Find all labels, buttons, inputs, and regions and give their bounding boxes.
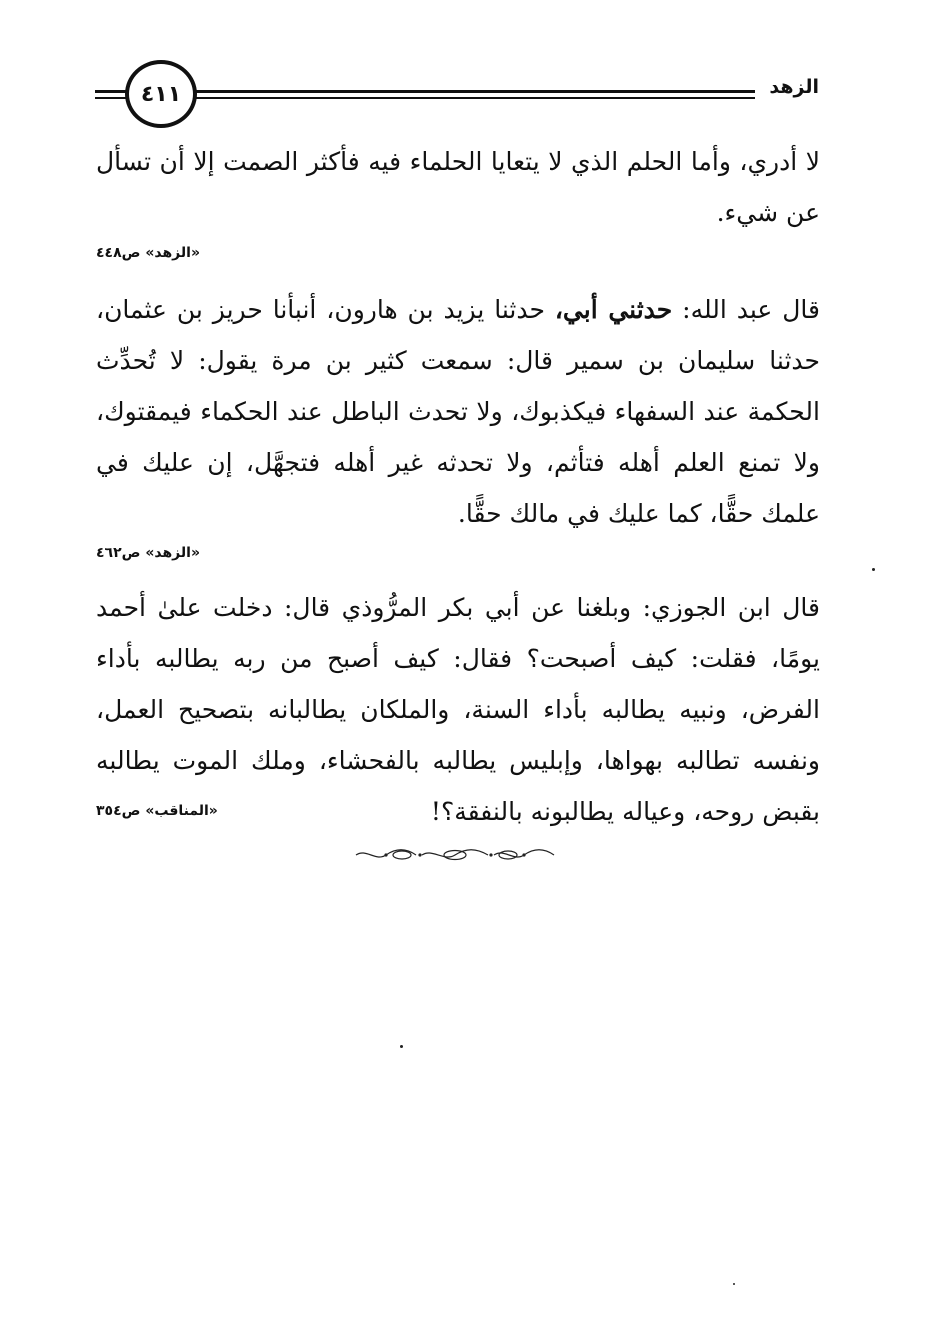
source-row-1 [96,245,820,261]
header-rule [95,90,823,93]
text-block-1 [96,136,820,238]
paragraph: لا أدري، وأما الحلم الذي لا يتعايا الحلماء فيه فأكثر الصمت إلا أن تسأل عن شيء. [96,147,820,227]
paragraph-bold-phrase: حدثني أبي، [554,295,673,324]
page-number-badge [125,60,197,128]
header-rule-thin [95,97,823,99]
source-citation: «الزهد» ص٤٤٨ [96,245,200,261]
text-block-3 [96,582,820,837]
section-title: الزهد [755,72,823,102]
scan-speck [400,1045,403,1048]
page-header [95,60,823,130]
source-row-2 [96,545,820,561]
paragraph: قال ابن الجوزي: وبلغنا عن أبي بكر المرُّوذي قال: دخلت علىٰ أحمد يومًا، فقلت: كيف أصبحت؟ فقال: كيف أصبح من ربه يطالبه بأداء الفرض، ونبيه يطالبه بأداء السنة، والملكان يطالبانه بتصحيح العمل، ونفسه تطالبه بهواها، وإبليس يطالبه بالفحشاء، وملك الموت يطالبه بقبض روحه، وعياله يطالبونه بالنفقة؟! [96,593,820,826]
source-citation: «المناقب» ص٣٥٤ [96,803,218,819]
scan-speck [733,1283,735,1285]
page-number: ٤١١ [140,81,182,107]
text-block-2 [96,284,820,539]
paragraph-lead: قال عبد الله: [682,295,820,324]
source-row-3 [96,803,820,819]
source-citation: «الزهد» ص٤٦٢ [96,545,200,561]
paragraph [96,284,820,539]
scan-speck [872,568,875,571]
ornament-divider-icon [352,846,558,864]
paragraph-body: حدثنا يزيد بن هارون، أنبأنا حريز بن عثمان، حدثنا سليمان بن سمير قال: سمعت كثير بن مرة يقول: لا تُحدِّث الحكمة عند السفهاء فيكذبوك، ولا تحدث الباطل عند الحكماء فيمقتوك، ولا تمنع العلم أهله فتأثم، ولا تحدثه غير أهله فتجهَّل، إن عليك في علمك حقًّا، كما عليك في مالك حقًّا. [96,295,820,528]
